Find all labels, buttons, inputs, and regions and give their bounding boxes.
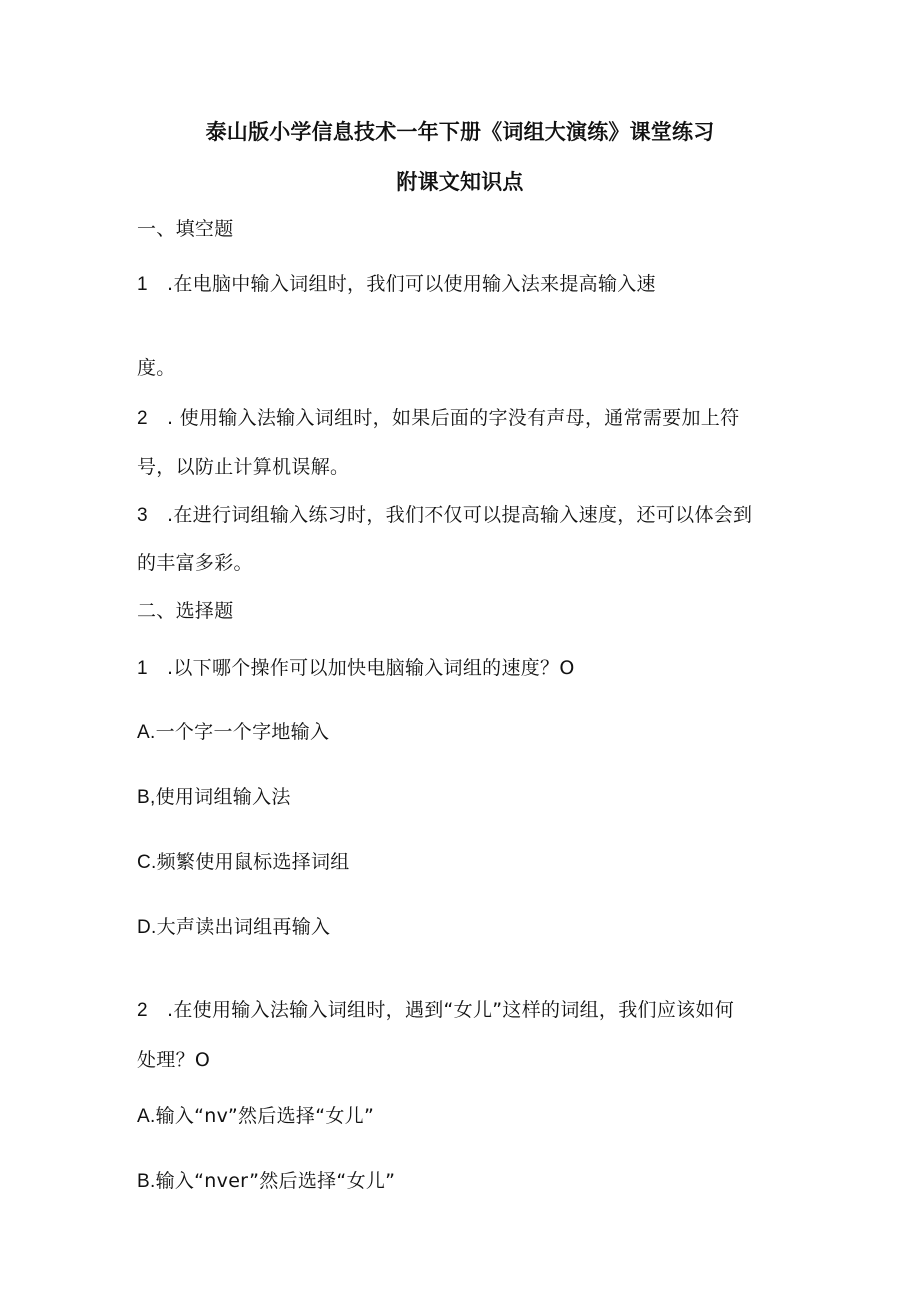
choice-question-2-continued: 处理？O <box>137 1049 211 1071</box>
question-number: 2 <box>137 408 148 429</box>
choice-question-2 <box>137 997 734 1024</box>
question-number: 1 <box>137 658 148 679</box>
fill-question-1 <box>137 271 656 298</box>
question-text: .在进行词组输入练习时，我们不仅可以提高输入速度，还可以体会到 <box>167 504 753 526</box>
option-letter: B. <box>137 1171 156 1192</box>
fill-question-2 <box>137 405 739 432</box>
choice-option-a <box>137 1103 374 1130</box>
option-letter: B, <box>137 787 156 808</box>
choice-question-1 <box>137 655 575 682</box>
fill-question-3 <box>137 502 752 529</box>
option-text: 大声读出词组再输入 <box>156 916 331 938</box>
choice-option-b <box>137 1168 395 1195</box>
fill-question-1-continued: 度。 <box>137 357 176 379</box>
choice-option-a <box>137 719 329 746</box>
option-letter: A. <box>137 722 156 743</box>
question-number: 2 <box>137 1000 148 1021</box>
option-letter: C. <box>137 852 157 873</box>
question-number: 1 <box>137 274 148 295</box>
choice-option-c <box>137 849 350 876</box>
option-text: 输入“nver”然后选择“女儿” <box>155 1170 396 1192</box>
option-text: 输入“nv”然后选择“女儿” <box>155 1105 375 1127</box>
fill-question-3-continued: 的丰富多彩。 <box>137 552 253 574</box>
document-subtitle: 附课文知识点 <box>396 170 524 194</box>
choice-option-d <box>137 914 330 941</box>
fill-question-2-continued: 号，以防止计算机误解。 <box>137 456 350 478</box>
choice-option-b <box>137 784 291 811</box>
option-text: 频繁使用鼠标选择词组 <box>156 851 350 873</box>
option-text: 一个字一个字地输入 <box>155 721 330 743</box>
question-text: .以下哪个操作可以加快电脑输入词组的速度？O <box>167 657 575 679</box>
option-letter: A. <box>137 1106 156 1127</box>
section-heading-fill-blank: 一、填空题 <box>137 218 234 240</box>
document-title: 泰山版小学信息技术一年下册《词组大演练》课堂练习 <box>205 120 715 144</box>
option-text: 使用词组输入法 <box>155 786 291 808</box>
question-number: 3 <box>137 505 148 526</box>
question-text: .在电脑中输入词组时，我们可以使用输入法来提高输入速 <box>167 273 656 295</box>
question-text: . 使用输入法输入词组时，如果后面的字没有声母，通常需要加上符 <box>167 407 740 429</box>
option-letter: D. <box>137 917 157 938</box>
section-heading-choice: 二、选择题 <box>137 600 234 622</box>
question-text: .在使用输入法输入词组时，遇到“女儿”这样的词组，我们应该如何 <box>167 999 735 1021</box>
